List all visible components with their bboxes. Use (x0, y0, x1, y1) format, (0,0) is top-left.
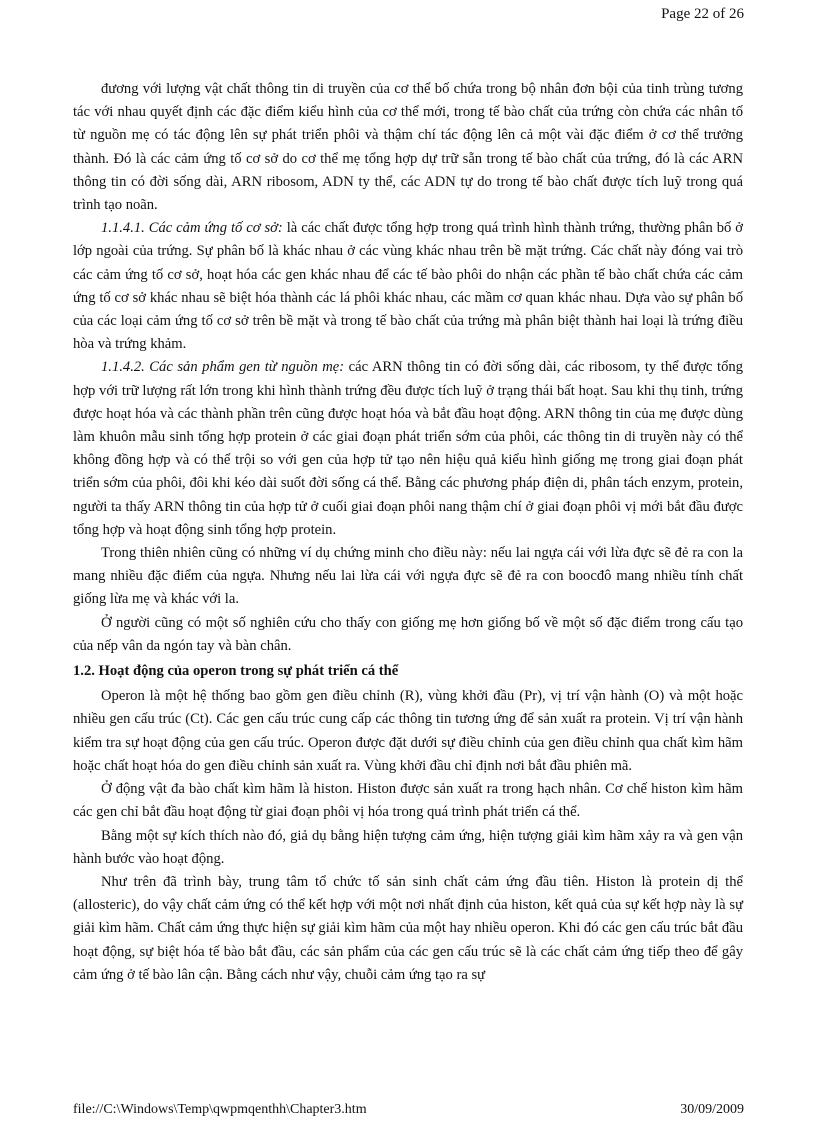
paragraph-text: các ARN thông tin có đời sống dài, các ribosom, ty thể được tổng hợp với trữ lượng rất lớn trong khi hình thành trứng đều được tích luỹ ở trạng thái bất hoạt. Sau khi thụ tinh, trứng được hoạt hóa và các thành phần trên cũng được hoạt hóa và bắt đầu hoạt động. ARN thông tin của mẹ được dùng làm khuôn mẫu sinh tổng hợp protein ở các giai đoạn phát triển sớm của phôi, các thông tin di truyền này có thể không đồng hợp và có thể trội so với gen của hợp tử tạo nên hiệu quả kiểu hình giống mẹ trong giai đoạn phát triển sớm của phôi, đôi khi kéo dài suốt đời sống cá thể. Bằng các phương pháp điện di, phân tách enzym, protein, người ta thấy ARN thông tin của hợp tử ở cuối giai đoạn phôi nang thậm chí ở giai đoạn phôi vị mới bắt đầu được tổng hợp và hoạt động sinh tổng hợp protein. (73, 359, 743, 538)
document-body (73, 78, 743, 987)
paragraph: Operon là một hệ thống bao gồm gen điều chỉnh (R), vùng khởi đầu (Pr), vị trí vận hành (O) và một hoặc nhiều gen cấu trúc (Ct). Các gen cấu trúc cung cấp các thông tin tương ứng để sản xuất ra protein. Vị trí vận hành kiểm tra sự hoạt động của gen cấu trúc. Operon được đặt dưới sự điều chỉnh của gen điều chỉnh qua chất kìm hãm hoặc chất hoạt hóa do gen điều chỉnh sản xuất ra. Vùng khởi đầu chỉ định nơi bắt đầu phiên mã. (73, 688, 743, 774)
footer-file-path: file://C:\Windows\Temp\qwpmqenthh\Chapter3.htm (73, 1102, 367, 1117)
paragraph-san-pham-gen (73, 356, 743, 542)
section-heading: 1.2. Hoạt động của operon trong sự phát triển cá thể (73, 663, 399, 680)
paragraph: đương với lượng vật chất thông tin di truyền của cơ thể bố chứa trong bộ nhân đơn bội của tinh trùng tương tác với nhau quyết định các đặc điểm kiểu hình của cơ thể mới, trong tế bào chất của trứng còn chứa các nhân tố từ nguồn mẹ có tác động lên sự phát triển phôi và thậm chí tác động lên cả một vài đặc điểm ở cơ thể trưởng thành. Đó là các cảm ứng tố cơ sở do cơ thể mẹ tổng hợp dự trữ sẵn trong tế bào chất của trứng, đó là các ARN thông tin có đời sống dài, ARN ribosom, ADN ty thể, các ADN tự do trong tế bào chất được tích luỹ trong quá trình tạo noãn. (73, 81, 743, 214)
paragraph-text: là các chất được tổng hợp trong quá trình hình thành trứng, thường phân bố ở lớp ngoài của trứng. Sự phân bố là khác nhau ở các vùng khác nhau trên bề mặt trứng. Các chất này đóng vai trò các cảm ứng tố cơ sở, hoạt hóa các gen khác nhau để các tế bào phôi do nhận các phần tế bào chất chứa các cảm ứng tố cơ sở khác nhau sẽ biệt hóa thành các lá phôi khác nhau, các mầm cơ quan khác nhau. Dựa vào sự phân bố của các loại cảm ứng tố cơ sở trên bề mặt và trong tế bào chất của trứng mà phân biệt thành hai loại là trứng điều hòa và trứng khảm. (73, 220, 743, 353)
paragraph: Ở động vật đa bào chất kìm hãm là histon. Histon được sản xuất ra trong hạch nhân. Cơ chế histon kìm hãm các gen chỉ bắt đầu hoạt động từ giai đoạn phôi vị hóa trong quá trình phát triển cá thể. (73, 781, 743, 821)
subsection-title: 1.1.4.2. Các sản phẩm gen từ nguồn mẹ: (101, 359, 345, 376)
footer-date: 30/09/2009 (680, 1102, 744, 1117)
subsection-title: 1.1.4.1. Các cảm ứng tố cơ sở: (101, 220, 283, 237)
page-number: Page 22 of 26 (661, 6, 744, 22)
paragraph: Bằng một sự kích thích nào đó, giả dụ bằng hiện tượng cảm ứng, hiện tượng giải kìm hãm xảy ra và gen vận hành bước vào hoạt động. (73, 827, 743, 867)
paragraph: Ở người cũng có một số nghiên cứu cho thấy con giống mẹ hơn giống bố về một số đặc điểm trong cấu tạo của nếp vân da ngón tay và bàn chân. (73, 614, 743, 654)
paragraph: Trong thiên nhiên cũng có những ví dụ chứng minh cho điều này: nếu lai ngựa cái với lừa đực sẽ đẻ ra con la mang nhiều đặc điểm của ngựa. Nhưng nếu lai lừa cái với ngựa đực sẽ đẻ ra con boocđô mang nhiều tính chất giống lừa mẹ và khác với la. (73, 545, 743, 608)
paragraph: Như trên đã trình bày, trung tâm tổ chức tố sản sinh chất cảm ứng đầu tiên. Histon là protein dị thể (allosteric), do vậy chất cảm ứng có thể kết hợp với một nơi nhất định của histon, kết quả của sự kết hợp này là sự giải kìm hãm. Chất cảm ứng thực hiện sự giải kìm hãm của một hay nhiều operon. Khi đó các gen cấu trúc bắt đầu hoạt động, sự biệt hóa tế bào bắt đầu, các sản phẩm của các gen cấu trúc sẽ là các chất cảm ứng tiếp theo để gây cảm ứng ở tế bào lân cận. Bằng cách như vậy, chuỗi cảm ứng tạo ra sự (73, 873, 743, 983)
paragraph-cam-ung-to-co-so (73, 217, 743, 356)
